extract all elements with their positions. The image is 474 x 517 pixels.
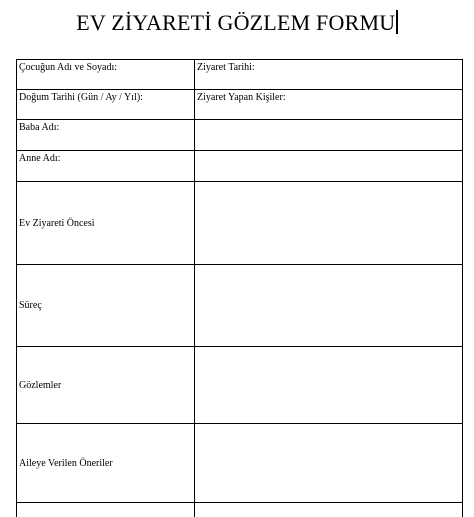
pre-visit-field[interactable] xyxy=(195,182,463,265)
title-text: EV ZİYARETİ GÖZLEM FORMU xyxy=(76,10,396,35)
table-row xyxy=(17,503,463,517)
mother-name-field[interactable] xyxy=(195,151,463,182)
table-row xyxy=(17,60,463,90)
table-row xyxy=(17,151,463,182)
table-row xyxy=(17,90,463,120)
father-name-field[interactable] xyxy=(195,120,463,151)
recommendations-label: Aileye Verilen Öneriler xyxy=(17,424,195,503)
table-row xyxy=(17,347,463,424)
table-row xyxy=(17,265,463,347)
process-label: Süreç xyxy=(17,265,195,347)
recommendations-field[interactable] xyxy=(195,424,463,503)
table-row xyxy=(17,182,463,265)
table-row xyxy=(17,120,463,151)
father-name-label: Baba Adı: xyxy=(17,120,195,151)
extra-right-cell[interactable] xyxy=(195,503,463,517)
text-cursor xyxy=(396,10,398,34)
process-field[interactable] xyxy=(195,265,463,347)
observation-form-table xyxy=(16,59,463,517)
page-title xyxy=(0,10,474,36)
visitors-label[interactable]: Ziyaret Yapan Kişiler: xyxy=(195,90,463,120)
table-row xyxy=(17,424,463,503)
observations-field[interactable] xyxy=(195,347,463,424)
mother-name-label: Anne Adı: xyxy=(17,151,195,182)
visit-date-label[interactable]: Ziyaret Tarihi: xyxy=(195,60,463,90)
observations-label: Gözlemler xyxy=(17,347,195,424)
birth-date-label: Doğum Tarihi (Gün / Ay / Yıl): xyxy=(17,90,195,120)
pre-visit-label: Ev Ziyareti Öncesi xyxy=(17,182,195,265)
child-name-label: Çocuğun Adı ve Soyadı: xyxy=(17,60,195,90)
extra-left-cell xyxy=(17,503,195,517)
